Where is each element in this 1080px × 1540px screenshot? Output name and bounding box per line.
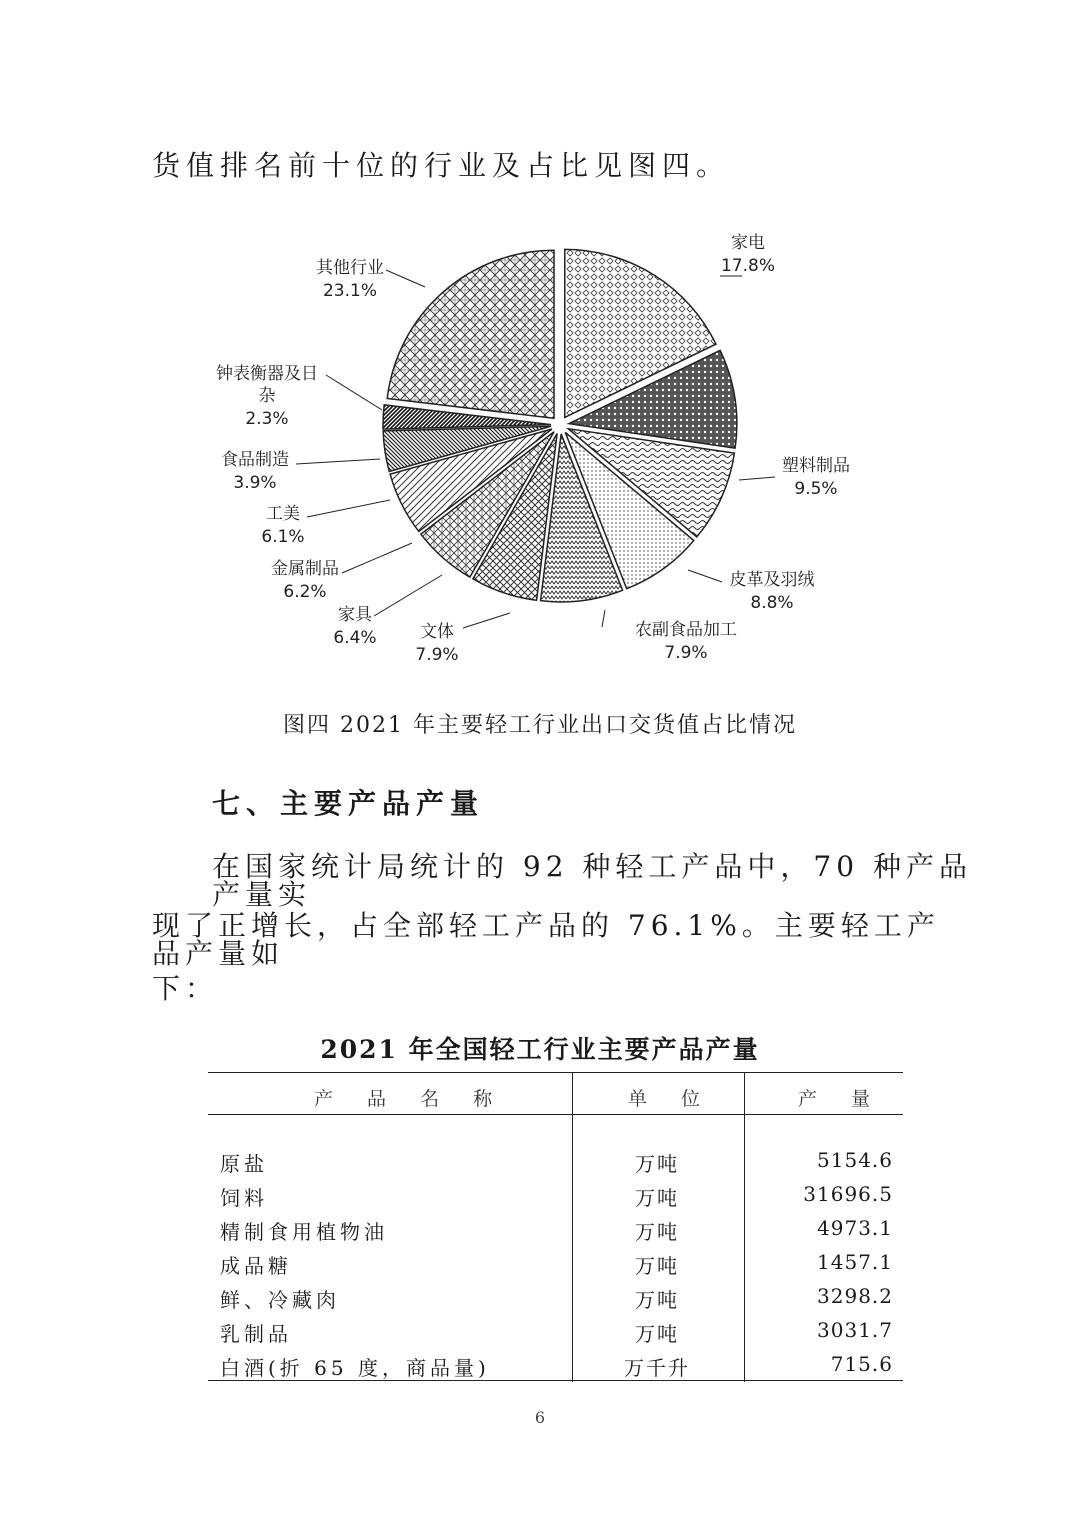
table-top-rule [208,1072,903,1073]
product-name: 鲜、冷藏肉 [220,1288,340,1312]
leader-line [342,543,412,573]
table-row [208,1318,903,1352]
paragraph-line-2: 现了正增长，占全部轻工产品的 76.1%。主要轻工产品产量如 [152,909,940,970]
leader-line [602,610,605,627]
slice-name-label: 家电 [731,233,765,253]
product-unit: 万千升 [624,1356,690,1380]
slice-name-label: 农副食品加工 [635,620,737,640]
pie-chart-svg [150,225,950,675]
product-output: 1457.1 [817,1250,893,1274]
slice-value-label: 17.8% [720,256,776,276]
slice-name-label: 食品制造 [221,450,289,470]
slice-value-label: 2.3% [245,409,289,429]
product-unit: 万吨 [635,1288,679,1312]
leader-line [688,570,722,582]
product-unit: 万吨 [635,1152,679,1176]
slice-value-label: 7.9% [415,645,459,665]
leader-line [374,575,442,616]
header-output: 产 量 [798,1088,885,1110]
product-unit: 万吨 [635,1186,679,1210]
product-name: 原盐 [220,1152,268,1176]
paragraph-line-1: 在国家统计局统计的 92 种轻工产品中，70 种产品产量实 [212,850,972,911]
table-row [208,1182,903,1216]
slice-name-label: 家具 [338,605,372,625]
leader-line [463,613,510,628]
production-table [208,1072,903,1382]
slice-name-label: 其他行业 [316,258,384,278]
paragraph-line-3: 下： [152,972,219,1005]
product-output: 3298.2 [817,1284,893,1308]
product-output: 4973.1 [817,1216,893,1240]
table-row [208,1216,903,1250]
table-title: 2021 年全国轻工行业主要产品产量 [320,1035,760,1064]
pie-chart [150,225,950,675]
product-unit: 万吨 [635,1254,679,1278]
product-name: 精制食用植物油 [220,1220,388,1244]
slice-name-label: 工美 [266,504,300,524]
slice-name-label: 文体 [420,622,454,642]
slice-value-label: 8.8% [750,593,794,613]
slice-value-label: 3.9% [233,473,277,493]
slice-name-label: 金属制品 [271,559,339,579]
table-row [208,1284,903,1318]
slice-value-label: 6.4% [333,628,377,648]
product-name: 成品糖 [220,1254,292,1278]
table-row [208,1148,903,1182]
leader-line [296,459,380,464]
header-unit: 单 位 [628,1088,715,1110]
slice-name-label: 塑料制品 [782,456,850,476]
product-output: 3031.7 [817,1318,893,1342]
figure-caption: 图四 2021 年主要轻工行业出口交货值占比情况 [283,713,797,738]
product-unit: 万吨 [635,1322,679,1346]
table-header-rule [208,1114,903,1115]
product-name: 乳制品 [220,1322,292,1346]
pie-slice [387,250,554,418]
product-output: 5154.6 [817,1148,893,1172]
product-output: 715.6 [830,1352,893,1376]
leader-line [326,375,382,410]
slice-name-label: 钟表衡器及日 [216,364,318,384]
table-row [208,1250,903,1284]
slice-value-label: 9.5% [794,479,838,499]
page-number: 6 [534,1408,546,1427]
slice-value-label: 6.1% [261,527,305,547]
product-name: 饲料 [220,1186,268,1210]
slice-name-label: 杂 [258,386,276,406]
slice-value-label: 6.2% [283,582,327,602]
product-output: 31696.5 [803,1182,893,1206]
table-row [208,1352,903,1386]
intro-line: 货值排名前十位的行业及占比见图四。 [152,149,731,182]
product-unit: 万吨 [635,1220,679,1244]
slice-name-label: 皮革及羽绒 [729,570,815,590]
section-heading: 七、主要产品产量 [212,787,485,820]
leader-line [739,477,775,480]
slice-value-label: 7.9% [664,643,708,663]
slice-value-label: 23.1% [322,281,378,301]
product-name: 白酒(折 65 度，商品量) [220,1356,490,1380]
header-product-name: 产 品 名 称 [314,1088,507,1110]
leader-line [307,500,390,517]
leader-line [386,270,425,287]
